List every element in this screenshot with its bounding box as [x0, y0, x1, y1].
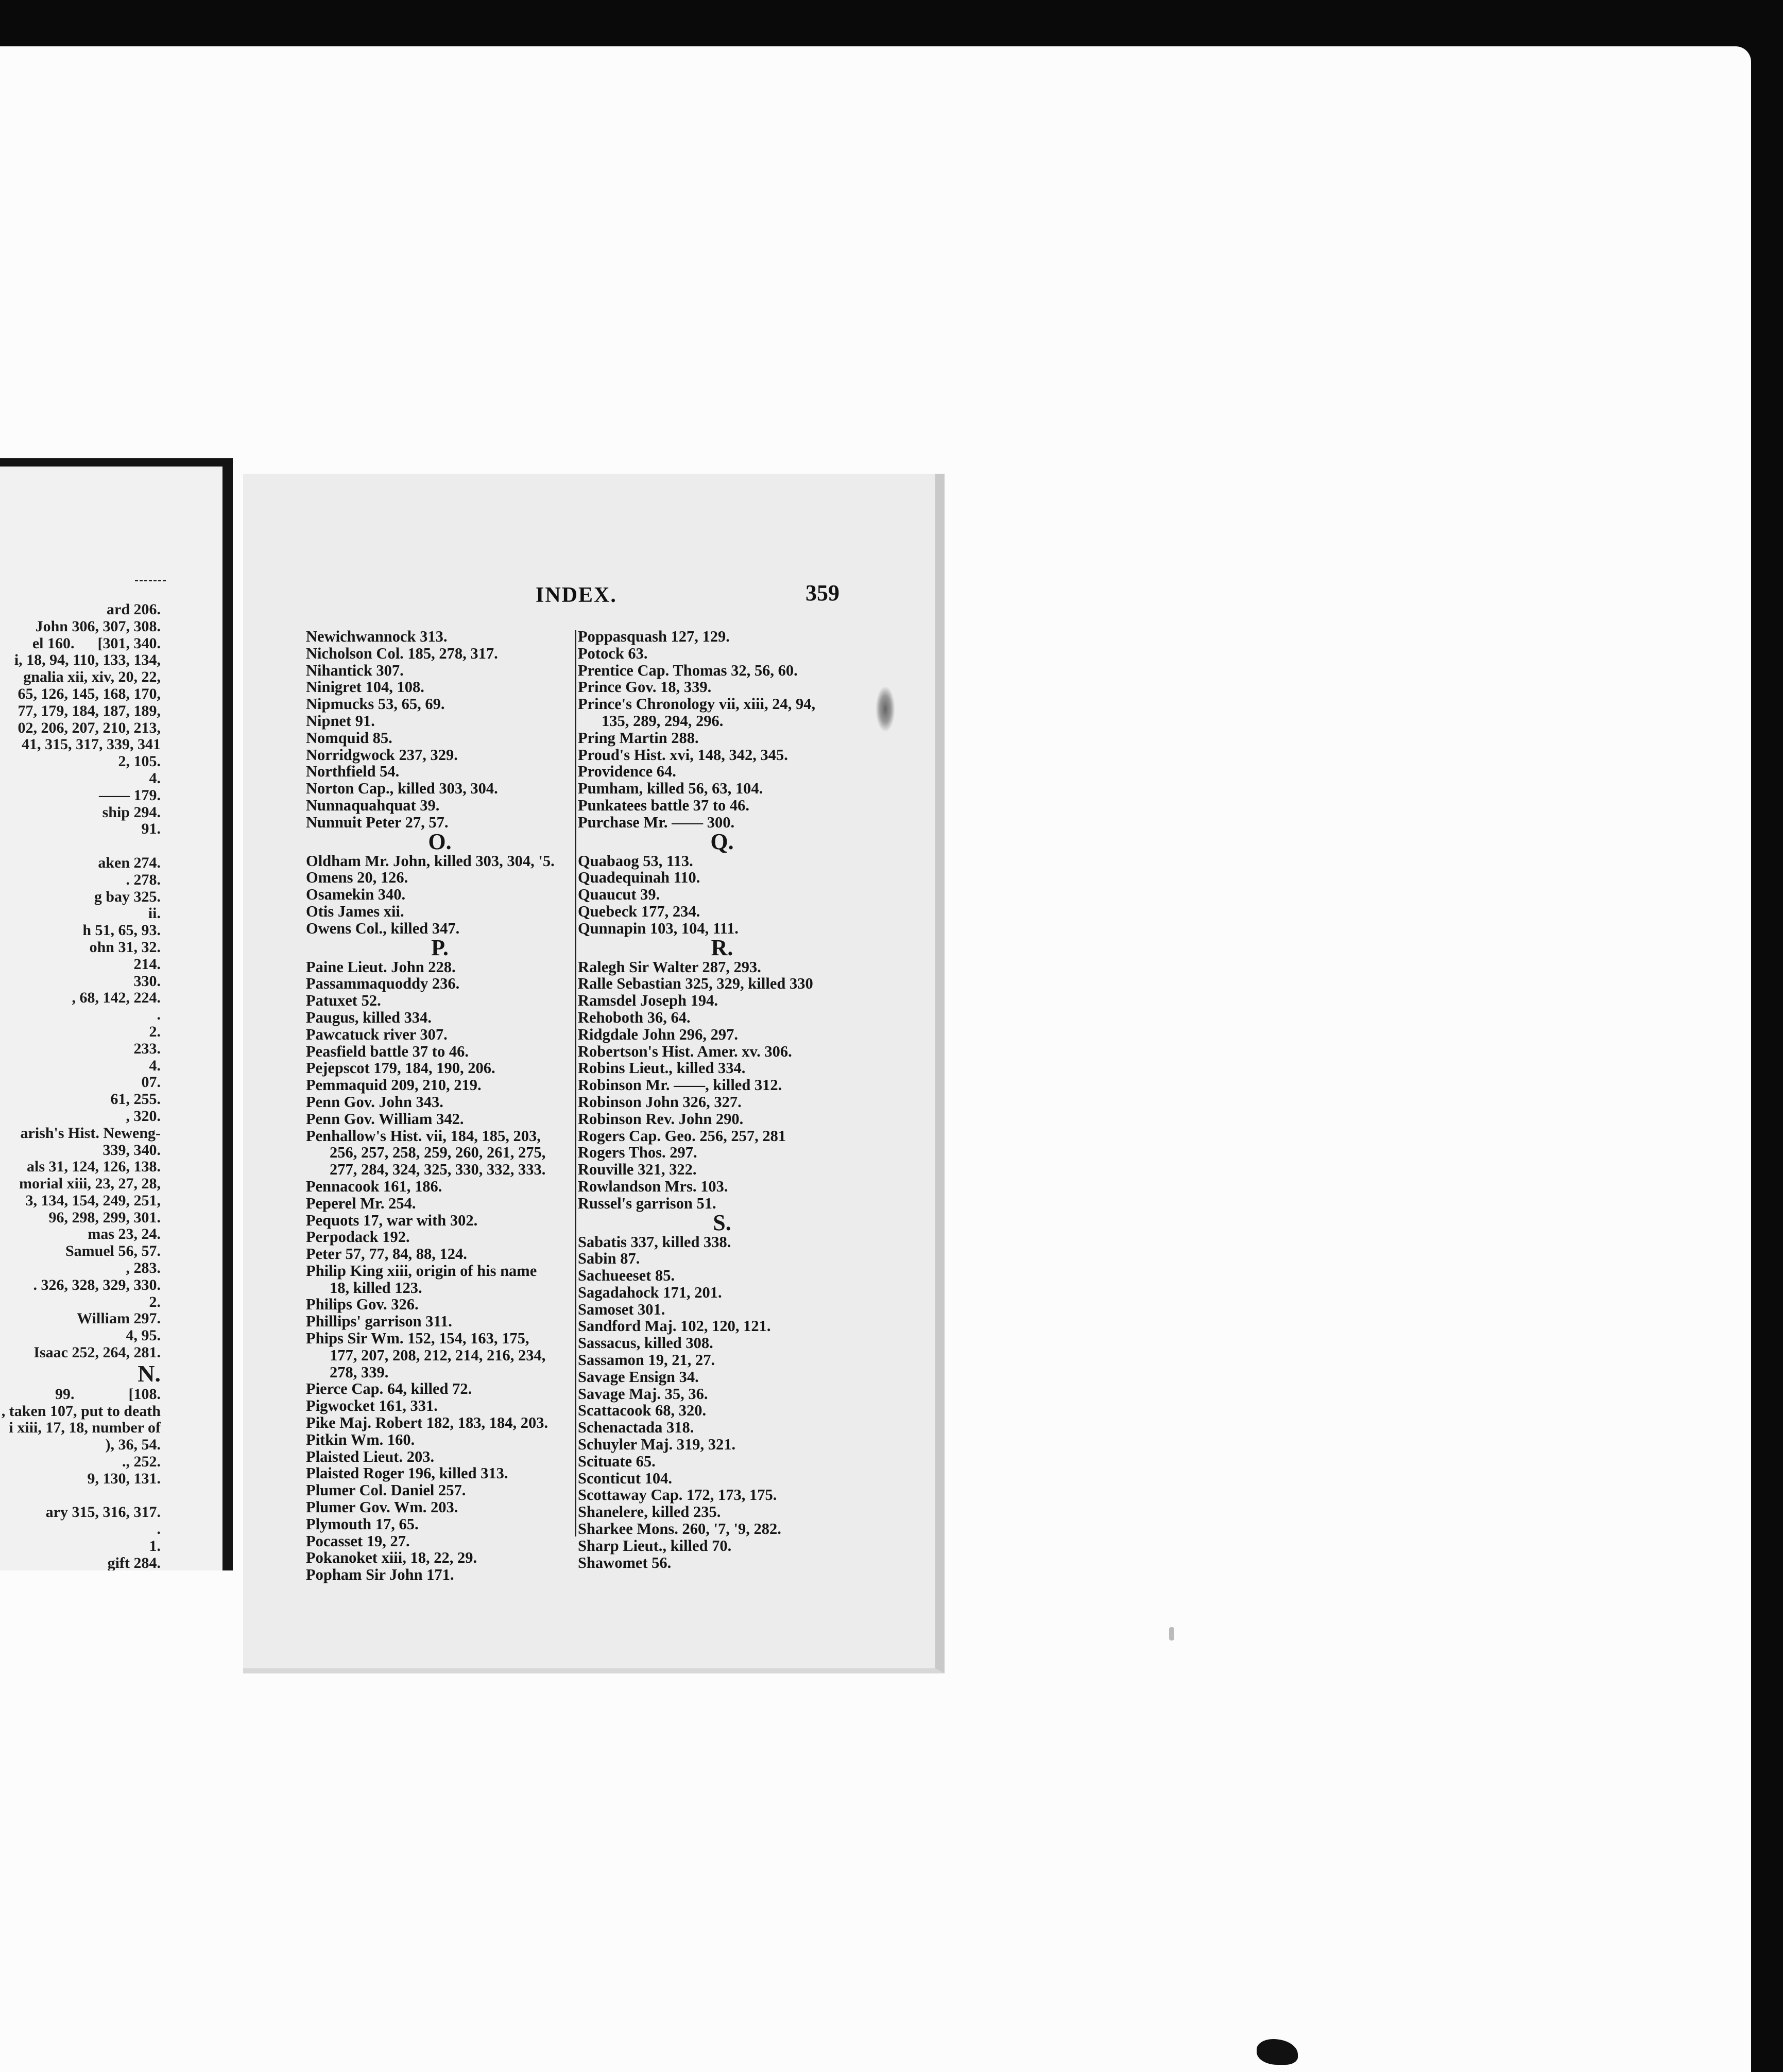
page-number: 359 — [805, 580, 839, 606]
index-entry: Pawcatuck river 307. — [306, 1025, 448, 1043]
fragment-line: . — [157, 1006, 161, 1024]
paper-stain — [876, 686, 895, 732]
index-entry: Norridgwock 237, 329. — [306, 746, 458, 764]
index-entry: Rouville 321, 322. — [578, 1161, 697, 1179]
index-entry: Newichwannock 313. — [306, 628, 448, 645]
index-entry-continuation: 277, 284, 324, 325, 330, 332, 333. — [330, 1161, 546, 1179]
index-entry-continuation: 278, 339. — [330, 1363, 389, 1381]
index-entry: Nunnaquahquat 39. — [306, 796, 440, 814]
fragment-line: gnalia xii, xiv, 20, 22, — [23, 668, 161, 686]
index-entry: Pennacook 161, 186. — [306, 1177, 442, 1195]
index-entry: Pokanoket xiii, 18, 22, 29. — [306, 1549, 477, 1567]
index-entry: Purchase Mr. —— 300. — [578, 813, 735, 831]
index-entry: Omens 20, 126. — [306, 869, 408, 887]
index-entry: Sagadahock 171, 201. — [578, 1283, 722, 1301]
index-entry: Robinson Rev. John 290. — [578, 1110, 744, 1128]
index-entry: Penn Gov. John 343. — [306, 1093, 443, 1111]
fragment-line: h 51, 65, 93. — [82, 922, 161, 939]
film-blemish — [1169, 1627, 1174, 1641]
fragment-line: mas 23, 24. — [88, 1225, 161, 1243]
fragment-line: 4. — [149, 1057, 161, 1074]
index-entry: Robertson's Hist. Amer. xv. 306. — [578, 1042, 792, 1060]
index-entry: Providence 64. — [578, 763, 676, 781]
fragment-line: , 320. — [126, 1107, 161, 1125]
previous-page-fragment — [0, 458, 233, 1570]
fragment-line: , 283. — [126, 1259, 161, 1277]
index-page — [243, 474, 945, 1673]
index-entry: Pejepscot 179, 184, 190, 206. — [306, 1059, 495, 1077]
index-entry: Pring Martin 288. — [578, 729, 699, 747]
fragment-line: ard 206. — [107, 601, 161, 618]
fragment-line: . 326, 328, 329, 330. — [33, 1276, 161, 1293]
fragment-line: 4, 95. — [126, 1327, 161, 1344]
fragment-line: 9, 130, 131. — [87, 1470, 161, 1487]
fragment-line: als 31, 124, 126, 138. — [26, 1158, 161, 1176]
index-entry: Ridgdale John 296, 297. — [578, 1025, 738, 1043]
index-entry: Sachueeset 85. — [578, 1267, 675, 1285]
index-entry: Prince Gov. 18, 339. — [578, 678, 712, 696]
fragment-line: , 68, 142, 224. — [72, 989, 161, 1007]
index-entry: Peasfield battle 37 to 46. — [306, 1042, 469, 1060]
fragment-line: . — [157, 1521, 161, 1538]
fragment-line: . 278. — [126, 871, 161, 888]
index-entry: Phillips' garrison 311. — [306, 1313, 452, 1331]
fragment-line: el 160. [301, 340. — [32, 634, 161, 652]
index-entry: Qunnapin 103, 104, 111. — [578, 919, 739, 937]
fragment-line: 4. — [149, 769, 161, 787]
fragment-line: 3, 134, 154, 249, 251, — [25, 1192, 161, 1209]
index-entry: Schenactada 318. — [578, 1419, 694, 1437]
index-entry: Ramsdel Joseph 194. — [578, 992, 718, 1010]
index-entry: Plaisted Roger 196, killed 313. — [306, 1464, 508, 1482]
fragment-line: morial xiii, 23, 27, 28, — [19, 1175, 161, 1193]
index-column-right — [578, 628, 866, 1571]
index-entry: Patuxet 52. — [306, 992, 381, 1010]
decorative-rule — [135, 580, 166, 581]
fragment-line: 233. — [133, 1040, 161, 1057]
index-entry: Plaisted Lieut. 203. — [306, 1447, 435, 1465]
index-entry: Nicholson Col. 185, 278, 317. — [306, 644, 498, 662]
index-entry: Paine Lieut. John 228. — [306, 958, 456, 976]
index-entry: Popham Sir John 171. — [306, 1566, 454, 1584]
index-entry: Norton Cap., killed 303, 304. — [306, 780, 498, 798]
index-entry: Pigwocket 161, 331. — [306, 1397, 438, 1415]
index-entry-continuation: 177, 207, 208, 212, 214, 216, 234, — [330, 1346, 546, 1364]
fragment-line: , taken 107, put to death — [1, 1402, 161, 1420]
index-entry: Rogers Thos. 297. — [578, 1144, 697, 1162]
index-entry: Nipmucks 53, 65, 69. — [306, 695, 445, 713]
index-entry: Peter 57, 77, 84, 88, 124. — [306, 1245, 467, 1263]
index-entry: Quaucut 39. — [578, 886, 660, 904]
index-entry: Pitkin Wm. 160. — [306, 1430, 415, 1448]
index-entry: Pike Maj. Robert 182, 183, 184, 203. — [306, 1414, 548, 1432]
index-entry: Oldham Mr. John, killed 303, 304, '5. — [306, 852, 555, 870]
index-entry: Scattacook 68, 320. — [578, 1402, 707, 1420]
fragment-line: ohn 31, 32. — [89, 938, 161, 956]
index-entry: Perpodack 192. — [306, 1228, 410, 1246]
index-entry: Savage Ensign 34. — [578, 1368, 699, 1386]
fragment-line: 91. — [141, 820, 161, 838]
index-entry: Pumham, killed 56, 63, 104. — [578, 780, 763, 798]
index-entry: Robinson John 326, 327. — [578, 1093, 742, 1111]
fragment-line: —— 179. — [99, 786, 161, 804]
fragment-line: Samuel 56, 57. — [65, 1242, 161, 1260]
fragment-line: i, 18, 94, 110, 133, 134, — [14, 651, 161, 669]
fragment-line: gift 284. — [107, 1554, 161, 1570]
fragment-line: 96, 298, 299, 301. — [48, 1208, 161, 1226]
fragment-line: 330. — [133, 972, 161, 990]
fragment-line: 77, 179, 184, 187, 189, — [18, 702, 161, 719]
index-entry: Plumer Gov. Wm. 203. — [306, 1498, 458, 1516]
index-entry: Robinson Mr. ——, killed 312. — [578, 1076, 782, 1094]
fragment-line: ship 294. — [102, 803, 161, 821]
index-entry: Otis James xii. — [306, 902, 404, 920]
index-entry: Penn Gov. William 342. — [306, 1110, 464, 1128]
fragment-line: Isaac 252, 264, 281. — [33, 1344, 161, 1361]
index-entry: Pemmaquid 209, 210, 219. — [306, 1076, 482, 1094]
index-entry: Rowlandson Mrs. 103. — [578, 1177, 728, 1195]
page-header — [243, 580, 935, 614]
fragment-line: 2. — [149, 1293, 161, 1310]
fragment-line: John 306, 307, 308. — [35, 617, 161, 635]
index-entry: Shanelere, killed 235. — [578, 1503, 721, 1521]
index-entry: Penhallow's Hist. vii, 184, 185, 203, — [306, 1127, 541, 1145]
section-letter: S. — [713, 1210, 731, 1235]
fragment-line: 2, 105. — [118, 753, 161, 770]
index-entry: Sabatis 337, killed 338. — [578, 1233, 731, 1251]
fragment-line: ., 252. — [122, 1453, 161, 1471]
index-entry: Prince's Chronology vii, xiii, 24, 94, — [578, 695, 816, 713]
fragment-line: arish's Hist. Neweng- — [20, 1124, 161, 1142]
index-entry: Philips Gov. 326. — [306, 1296, 419, 1314]
index-entry: Potock 63. — [578, 644, 648, 662]
index-entry: Rehoboth 36, 64. — [578, 1008, 691, 1026]
index-entry: Nihantick 307. — [306, 661, 404, 679]
index-entry: Ralle Sebastian 325, 329, killed 330 — [578, 975, 813, 993]
index-entry: Pierce Cap. 64, killed 72. — [306, 1380, 472, 1398]
index-entry: Ninigret 104, 108. — [306, 678, 424, 696]
fragment-line — [2, 1488, 161, 1505]
fragment-line: ii. — [148, 905, 161, 922]
index-entry: Nipnet 91. — [306, 712, 375, 730]
index-entry: Russel's garrison 51. — [578, 1194, 716, 1212]
fragment-line: 41, 315, 317, 339, 341 — [22, 736, 161, 753]
index-entry: Peperel Mr. 254. — [306, 1194, 416, 1212]
index-entry: Samoset 301. — [578, 1300, 665, 1318]
section-letter: Q. — [710, 828, 734, 854]
index-entry: Shawomet 56. — [578, 1553, 672, 1572]
index-entry: Sabin 87. — [578, 1250, 640, 1268]
index-entry: Poppasquash 127, 129. — [578, 628, 730, 645]
index-entry-continuation: 18, killed 123. — [330, 1279, 422, 1297]
index-entry: Nunnuit Peter 27, 57. — [306, 813, 449, 831]
index-entry: Savage Maj. 35, 36. — [578, 1385, 708, 1403]
index-entry: Quebeck 177, 234. — [578, 902, 700, 920]
index-entry: Robins Lieut., killed 334. — [578, 1059, 746, 1077]
fragment-line — [2, 838, 161, 855]
index-entry: Northfield 54. — [306, 763, 400, 781]
index-entry: Scituate 65. — [578, 1452, 656, 1470]
index-entry-continuation: 256, 257, 258, 259, 260, 261, 275, — [330, 1144, 546, 1162]
section-letter: R. — [711, 935, 733, 960]
fragment-line: ), 36, 54. — [105, 1436, 161, 1454]
fragment-line: aken 274. — [98, 854, 161, 871]
index-entry: Philip King xiii, origin of his name — [306, 1262, 537, 1280]
fragment-line: William 297. — [77, 1310, 161, 1327]
index-entry: Passammaquoddy 236. — [306, 975, 460, 993]
index-entry: Plymouth 17, 65. — [306, 1515, 419, 1533]
index-entry: Sharp Lieut., killed 70. — [578, 1536, 732, 1555]
index-entry: Ralegh Sir Walter 287, 293. — [578, 958, 761, 976]
fragment-line: 61, 255. — [110, 1091, 161, 1108]
index-entry: Schuyler Maj. 319, 321. — [578, 1436, 736, 1454]
index-entry: Owens Col., killed 347. — [306, 919, 460, 937]
index-entry: Pequots 17, war with 302. — [306, 1211, 478, 1229]
fragment-line: 2. — [149, 1023, 161, 1040]
fragment-line: 214. — [133, 955, 161, 973]
index-entry: Sandford Maj. 102, 120, 121. — [578, 1317, 771, 1335]
section-letter: N. — [138, 1360, 161, 1387]
index-entry: Phips Sir Wm. 152, 154, 163, 175, — [306, 1329, 529, 1348]
running-title: INDEX. — [536, 583, 617, 607]
section-letter: P. — [431, 935, 449, 960]
index-entry-continuation: 135, 289, 294, 296. — [602, 712, 724, 730]
fragment-line: ary 315, 316, 317. — [45, 1504, 161, 1521]
fragment-line: g bay 325. — [94, 888, 161, 905]
fragment-line: 1. — [149, 1538, 161, 1555]
index-entry: Quadequinah 110. — [578, 869, 700, 887]
index-entry: Sassacus, killed 308. — [578, 1334, 713, 1352]
fragment-line: 65, 126, 145, 168, 170, — [18, 685, 161, 702]
section-letter: O. — [428, 828, 452, 854]
index-entry: Paugus, killed 334. — [306, 1008, 432, 1026]
index-entry: Proud's Hist. xvi, 148, 342, 345. — [578, 746, 788, 764]
fragment-line: 99. [108. — [55, 1385, 161, 1403]
index-entry: Scottaway Cap. 172, 173, 175. — [578, 1486, 777, 1504]
index-entry: Nomquid 85. — [306, 729, 392, 747]
index-column-left — [306, 628, 574, 1583]
index-entry: Pocasset 19, 27. — [306, 1532, 410, 1550]
index-entry: Plumer Col. Daniel 257. — [306, 1481, 466, 1499]
index-entry: Sharkee Mons. 260, '7, '9, 282. — [578, 1520, 781, 1538]
index-entry: Quabaog 53, 113. — [578, 852, 693, 870]
index-entry: Sassamon 19, 21, 27. — [578, 1351, 715, 1369]
index-entry: Rogers Cap. Geo. 256, 257, 281 — [578, 1127, 786, 1145]
fragment-line: 07. — [141, 1074, 161, 1091]
film-edge — [1751, 0, 1783, 2072]
index-entry: Prentice Cap. Thomas 32, 56, 60. — [578, 661, 798, 679]
fragment-line: i xiii, 17, 18, number of — [9, 1419, 161, 1437]
index-entry: Sconticut 104. — [578, 1469, 672, 1487]
fragment-line: 02, 206, 207, 210, 213, — [18, 719, 161, 736]
previous-page-text — [2, 601, 161, 1570]
index-entry: Osamekin 340. — [306, 886, 406, 904]
index-entry: Punkatees battle 37 to 46. — [578, 796, 749, 814]
column-divider — [575, 630, 576, 1536]
fragment-line: 339, 340. — [102, 1141, 161, 1159]
